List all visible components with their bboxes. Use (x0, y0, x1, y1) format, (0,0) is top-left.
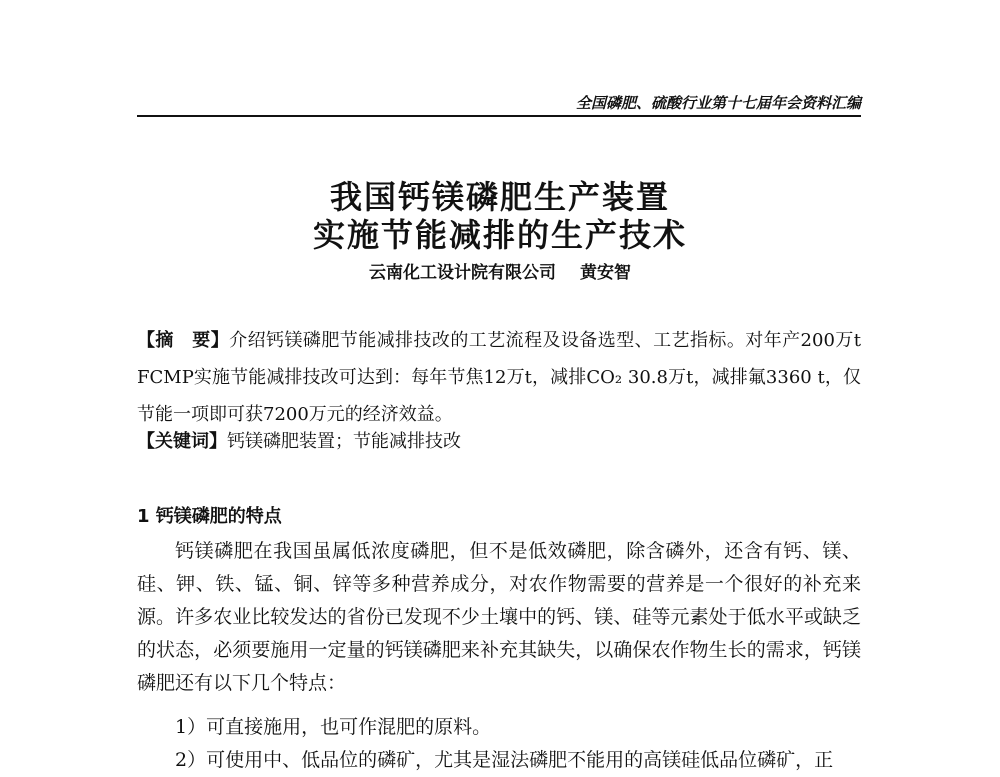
abstract (137, 322, 861, 433)
abstract-text: 介绍钙镁磷肥节能减排技改的工艺流程及设备选型、工艺指标。对年产200万t FCMP实施节能减排技改可达到：每年节焦12万t，减排CO₂ 30.8万t，减排氟3360 t，仅节能一项即可获7200万元的经济效益。 (137, 330, 862, 425)
paper-title-line-2: 实施节能减排的生产技术 (312, 216, 687, 254)
abstract-label: 【摘 要】 (137, 330, 230, 351)
keywords (137, 427, 861, 457)
paper-title-line-1: 我国钙镁磷肥生产装置 (329, 178, 670, 216)
list-item: 2）可使用中、低品位的磷矿，尤其是湿法磷肥不能用的高镁硅低品位磷矿，正 (175, 749, 834, 771)
running-header: 全国磷肥、硫酸行业第十七届年会资料汇编 (575, 94, 861, 112)
keywords-text: 钙镁磷肥装置；节能减排技改 (227, 431, 461, 452)
byline (0, 258, 1000, 283)
header-rule (137, 115, 861, 117)
body-paragraph: 钙镁磷肥在我国虽属低浓度磷肥，但不是低效磷肥，除含磷外，还含有钙、镁、硅、钾、铁、锰、铜、锌等多种营养成分，对农作物需要的营养是一个很好的补充来源。许多农业比较发达的省份已发现不少土壤中的钙、镁、硅等元素处于低水平或缺乏的状态，必须要施用一定量的钙镁磷肥来补充其缺失，以确保农作物生长的需求，钙镁磷肥还有以下几个特点： (137, 540, 861, 694)
keywords-label: 【关键词】 (137, 431, 227, 452)
list-item: 1）可直接施用，也可作混肥的原料。 (175, 716, 492, 738)
author-affiliation: 云南化工设计院有限公司 (369, 263, 556, 283)
author-name: 黄安智 (580, 263, 631, 283)
section-heading: 1 钙镁磷肥的特点 (137, 506, 282, 527)
